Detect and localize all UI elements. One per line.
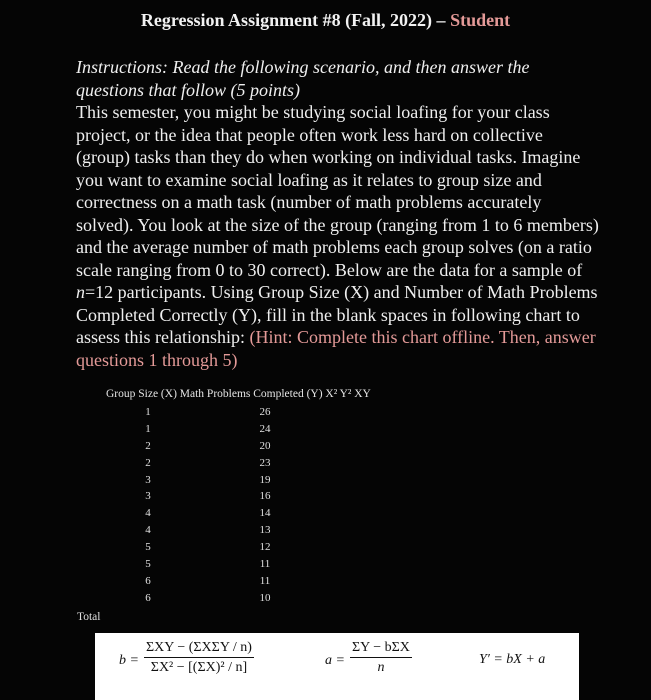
math-problems-cell: 16 <box>259 490 271 503</box>
slope-formula-lhs: b = <box>119 653 139 668</box>
title-text: Regression Assignment #8 (Fall, 2022) – <box>140 10 451 30</box>
group-size-cell: 5 <box>145 541 151 554</box>
math-problems-cell: 14 <box>259 507 271 520</box>
math-problems-cell: 26 <box>259 406 271 418</box>
slope-numerator: ΣXY − (ΣXΣY / n) <box>144 640 254 658</box>
math-problems-cell: 23 <box>259 456 271 469</box>
title-role: Student <box>450 10 511 30</box>
table-row <box>128 575 288 592</box>
hint-text: (Hint: Complete this chart offline. Then, answer questions 1 through 5) <box>76 327 596 370</box>
table-row <box>128 490 288 507</box>
formula-panel <box>95 633 579 700</box>
group-size-cell: 2 <box>145 456 151 469</box>
table-row <box>128 423 288 440</box>
table-row <box>128 507 288 524</box>
math-problems-cell: 12 <box>259 541 271 554</box>
intercept-formula-lhs: a = <box>325 653 345 668</box>
group-size-cell: 1 <box>145 422 151 435</box>
instructions-text: Instructions: Read the following scenario, and then answer the questions that follow (5 points) <box>76 57 530 100</box>
math-problems-cell: 24 <box>259 422 271 435</box>
group-size-cell: 4 <box>145 524 151 537</box>
table-row <box>128 592 288 609</box>
regression-equation: Y′ = bX + a <box>479 652 546 667</box>
table-header: Group Size (X) Math Problems Completed (Y) X² Y² XY <box>106 388 371 400</box>
group-size-cell: 1 <box>145 406 151 418</box>
scenario-paragraph <box>76 101 601 371</box>
group-size-cell: 4 <box>145 507 151 520</box>
group-size-cell: 3 <box>145 490 151 503</box>
document-title <box>0 10 651 31</box>
math-problems-cell: 11 <box>259 574 271 587</box>
math-problems-cell: 19 <box>259 473 271 486</box>
group-size-cell: 6 <box>145 591 151 604</box>
group-size-cell: 6 <box>145 574 151 587</box>
total-label: Total <box>77 611 101 623</box>
table-row <box>128 558 288 575</box>
table-row <box>128 474 288 491</box>
math-problems-cell: 13 <box>259 524 271 537</box>
table-row <box>128 406 288 423</box>
intercept-denominator: n <box>377 660 385 675</box>
group-size-cell: 5 <box>145 558 151 571</box>
table-row <box>128 457 288 474</box>
slope-formula <box>144 640 254 676</box>
slope-denominator: ΣX² − [(ΣX)² / n] <box>150 660 248 675</box>
data-table-rows <box>128 406 288 609</box>
math-problems-cell: 10 <box>259 591 271 604</box>
table-row <box>128 524 288 541</box>
math-problems-cell: 11 <box>259 558 271 571</box>
math-problems-cell: 20 <box>259 439 271 452</box>
group-size-cell: 2 <box>145 439 151 452</box>
intercept-formula <box>350 640 412 676</box>
table-row <box>128 541 288 558</box>
group-size-cell: 3 <box>145 473 151 486</box>
table-row <box>128 440 288 457</box>
scenario-text-part2: =12 participants. Using Group Size (X) and Number of Math Problems Completed Correctly (Y), fill in the blank spaces in following chart to assess this relationship: <box>76 282 598 347</box>
scenario-text-part1: This semester, you might be studying social loafing for your class project, or the idea that people often work less hard on collective (group) tasks than they do when working on individual tasks. Imagine you want to examine social loafing as it relates to group size and correctness on a math task (number of math problems accurately solved). You look at the size of the group (ranging from 1 to 6 members) and the average number of math problems each group solves (on a ratio scale ranging from 0 to 30 correct). Below are the data for a sample of <box>76 102 599 280</box>
intercept-numerator: ΣY − bΣX <box>350 640 412 658</box>
sample-size-symbol: n <box>76 282 85 302</box>
